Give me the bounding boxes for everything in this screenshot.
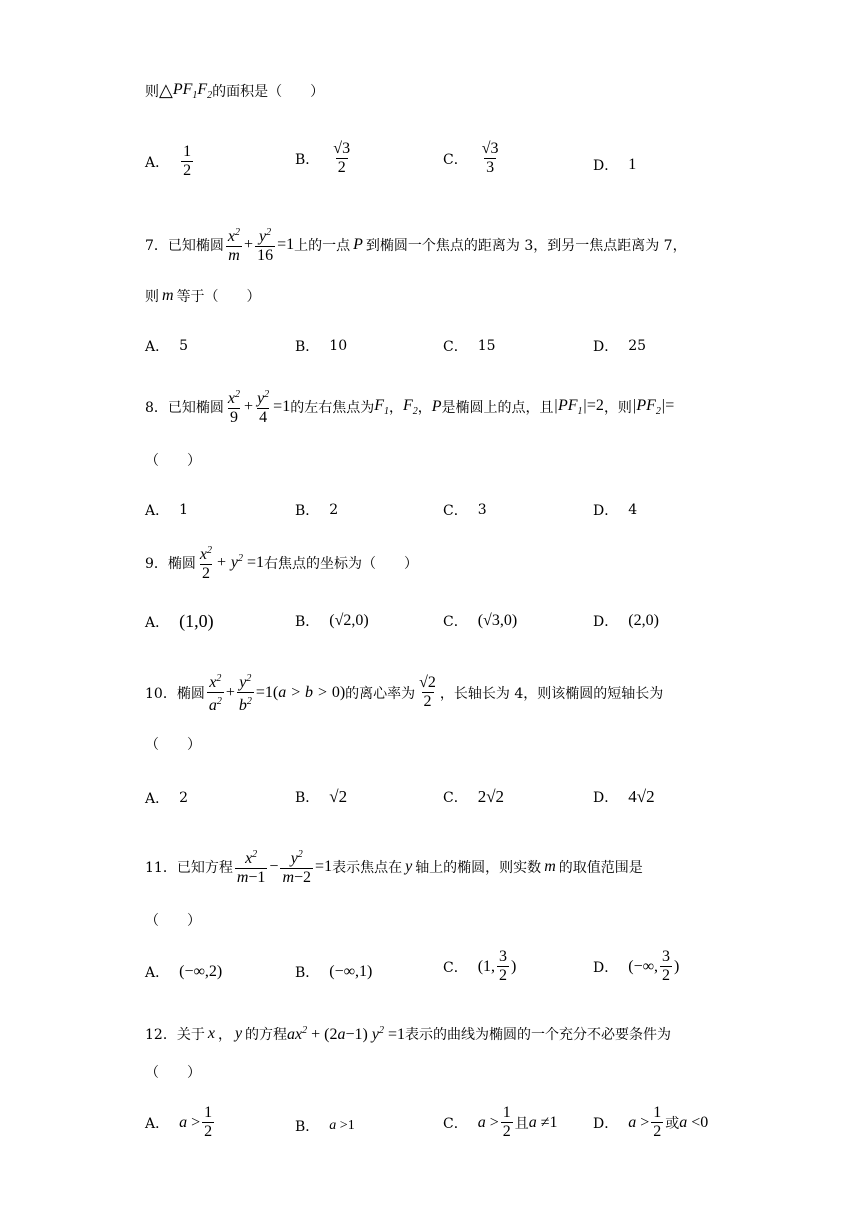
q7-option-d[interactable]: D． 25: [593, 338, 647, 355]
q12-stem: 12．关于 x ， y 的方程 $ax^2 + (2a-1)$ $y^2 =1$ 表示的曲线为椭圆的一个充分不必要条件为: [145, 1024, 672, 1043]
q8-option-b[interactable]: B． 2: [295, 502, 339, 519]
q12-option-c[interactable]: C． a > $\frac{1}{2}$ 且 a ≠1: [443, 1104, 558, 1140]
q12-option-d[interactable]: D． a > $\frac{1}{2}$ 或 a <0: [593, 1104, 709, 1140]
q8-option-a[interactable]: A． 1: [145, 502, 189, 519]
q9-option-c[interactable]: C． (√3,0): [443, 612, 518, 630]
q12-option-a[interactable]: A． a > $\frac{1}{2}$: [145, 1104, 213, 1140]
q9-option-d[interactable]: D． (2,0): [593, 612, 659, 630]
q11-option-a[interactable]: A． (−∞,2): [145, 963, 223, 981]
q10-stem-line2: （ ）: [145, 737, 201, 753]
q6-option-c[interactable]: C． $\frac{√3}{3}$: [443, 140, 499, 176]
q6-option-a[interactable]: A． $\frac{1}{2}$: [145, 143, 192, 179]
q7-option-c[interactable]: C． 15: [443, 338, 496, 355]
q8-option-d[interactable]: D． 4: [593, 502, 638, 519]
q10-option-c[interactable]: C． 2√2: [443, 787, 505, 806]
q9-option-a[interactable]: A． (1,0): [145, 611, 214, 631]
q10-option-b[interactable]: B． √2: [295, 787, 348, 806]
q6-stem: 则 △ $PF_1F_2$ 的面积是（ ）: [145, 80, 325, 101]
q6-option-d[interactable]: D． 1: [593, 156, 637, 174]
q7-option-b[interactable]: B． 10: [295, 338, 348, 355]
q10-option-a[interactable]: A． 2: [145, 790, 189, 807]
q7-stem-line2: 则 m 等于（ ）: [145, 287, 261, 305]
q12-option-b[interactable]: B． a >1: [295, 1118, 355, 1135]
q11-option-c[interactable]: C． (1, $\frac{3}{2}$ ): [443, 948, 517, 984]
q11-stem: 11．已知方程 $\frac{x^2}{m-1}$ − $\frac{y^2}{m-2}$ =1 表示焦点在 y 轴上的椭圆，则实数 m 的取值范围是: [145, 849, 643, 886]
q6-option-b[interactable]: B． $\frac{√3}{2}$: [295, 140, 351, 176]
q11-option-d[interactable]: D． (−∞, $\frac{3}{2}$ ): [593, 948, 680, 984]
q7-option-a[interactable]: A． 5: [145, 338, 189, 355]
q10-stem: 10．椭圆 $\frac{x^2}{a^2}$ + $\frac{y^2}{b^2}$ =1(a > b > 0) 的离心率为 $\frac{√2}{2}$ ，长轴长为 4，则该椭圆的短轴长为: [145, 673, 664, 714]
q10-option-d[interactable]: D． 4√2: [593, 787, 655, 806]
triangle-symbol: △: [159, 80, 173, 101]
q11-option-b[interactable]: B． (−∞,1): [295, 963, 373, 981]
q9-stem: 9．椭圆 $\frac{x^2}{2}$ + $y^2 =1$ 右焦点的坐标为（ ）: [145, 545, 418, 582]
q11-stem-line2: （ ）: [145, 913, 201, 929]
q12-stem-line2: （ ）: [145, 1065, 201, 1081]
q8-stem: 8．已知椭圆 $\frac{x^2}{9}$ + $\frac{y^2}{4}$ =1 的左右焦点为 $F_1$ ， $F_2$ ， P 是椭圆上的点，且 $|PF_1|=2$ ，则 $|PF_2|=$: [145, 389, 675, 426]
q8-stem-line2: （ ）: [145, 453, 201, 469]
q7-stem: 7．已知椭圆 $\frac{x^2}{m}$ + $\frac{y^2}{16}$ =1 上的一点 P 到椭圆一个焦点的距离为 3，到另一焦点距离为 7，: [145, 227, 687, 264]
q8-option-c[interactable]: C． 3: [443, 502, 487, 519]
q9-option-b[interactable]: B． (√2,0): [295, 612, 369, 630]
